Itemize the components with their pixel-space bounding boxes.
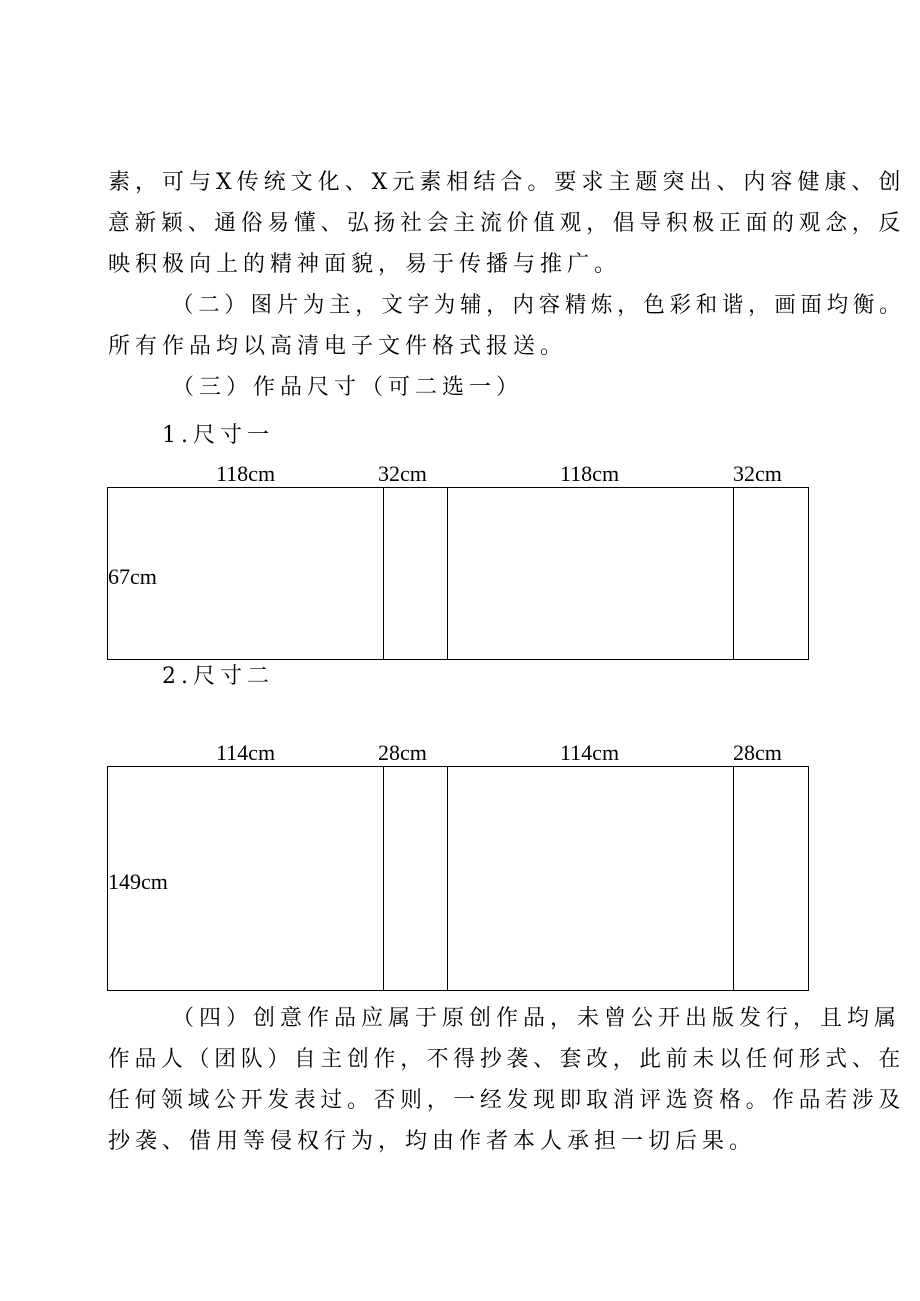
size-1-divider-3 — [733, 488, 734, 659]
paragraph-2-line-2: 所有作品均以高清电子文件格式报送。 — [108, 334, 568, 359]
size-1-divider-1 — [383, 488, 384, 659]
paragraph-2-line-1: （二）图片为主，文字为辅，内容精炼，色彩和谐，画面均衡。 — [172, 293, 906, 318]
size-2-width-3: 114cm — [560, 740, 620, 765]
size-1-width-4: 32cm — [733, 461, 782, 486]
paragraph-1-line-1: 素，可与X传统文化、X元素相结合。要求主题突出、内容健康、创 — [108, 170, 906, 195]
size-2-divider-3 — [733, 767, 734, 990]
paragraph-1-line-3: 映积极向上的精神面貌，易于传播与推广。 — [108, 252, 622, 277]
paragraph-4-line-2: 作品人（团队）自主创作，不得抄袭、套改，此前未以任何形式、在 — [108, 1047, 906, 1072]
size-1-width-2: 32cm — [378, 461, 427, 486]
paragraph-4-line-3: 任何领域公开发表过。否则，一经发现即取消评选资格。作品若涉及 — [108, 1088, 906, 1113]
size-2-title: 2.尺寸二 — [162, 664, 274, 689]
size-2-width-4: 28cm — [733, 740, 782, 765]
size-2-width-2: 28cm — [378, 740, 427, 765]
size-1-diagram — [107, 487, 809, 660]
paragraph-4-line-4: 抄袭、借用等侵权行为，均由作者本人承担一切后果。 — [108, 1129, 757, 1154]
size-2-height: 149cm — [108, 869, 168, 894]
size-2-width-1: 114cm — [216, 740, 276, 765]
size-1-width-3: 118cm — [560, 461, 620, 486]
paragraph-4-line-1: （四）创意作品应属于原创作品，未曾公开出版发行，且均属 — [172, 1006, 902, 1031]
paragraph-3-heading: （三）作品尺寸（可二选一） — [172, 375, 524, 400]
size-2-diagram — [107, 766, 809, 991]
size-1-title: 1.尺寸一 — [162, 423, 274, 448]
size-1-divider-2 — [447, 488, 448, 659]
paragraph-1-line-2: 意新颖、通俗易懂、弘扬社会主流价值观，倡导积极正面的观念，反 — [108, 211, 906, 236]
size-1-width-1: 118cm — [216, 461, 276, 486]
size-1-height: 67cm — [108, 564, 157, 589]
size-2-divider-1 — [383, 767, 384, 990]
size-2-divider-2 — [447, 767, 448, 990]
